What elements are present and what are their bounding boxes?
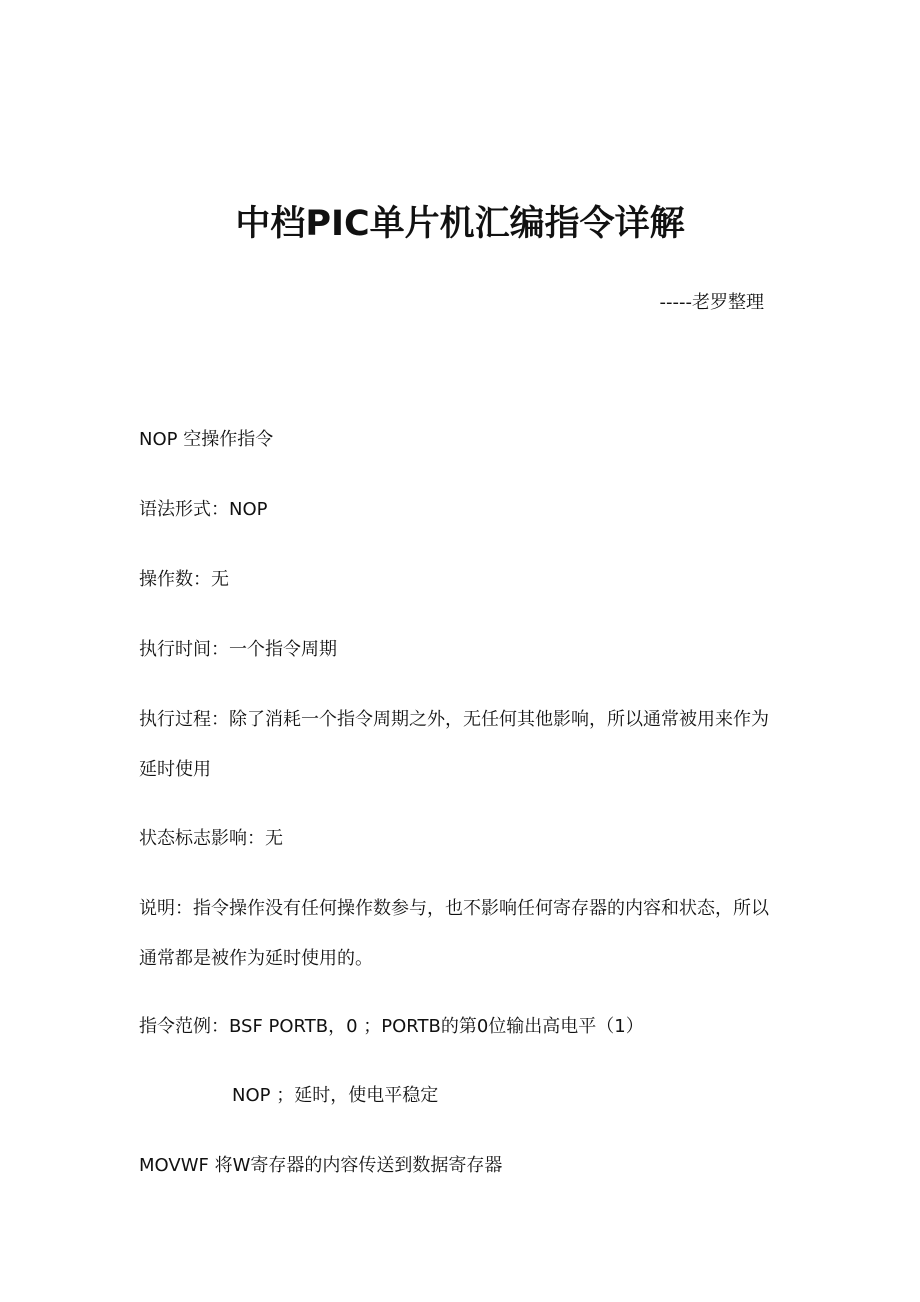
execution-process-line: 执行过程：除了消耗一个指令周期之外，无任何其他影响，所以通常被用来作为 (139, 709, 769, 730)
status-flags-line: 状态标志影响：无 (139, 828, 283, 849)
instruction-heading-nop: NOP 空操作指令 (139, 429, 274, 450)
syntax-line: 语法形式：NOP (139, 499, 268, 520)
example-line-continued: NOP ；延时，使电平稳定 (232, 1085, 439, 1106)
execution-process-line-continued: 延时使用 (139, 759, 211, 780)
description-line: 说明：指令操作没有任何操作数参与，也不影响任何寄存器的内容和状态，所以 (139, 898, 769, 919)
document-title: 中档PIC单片机汇编指令详解 (235, 204, 685, 244)
instruction-heading-movwf: MOVWF 将W寄存器的内容传送到数据寄存器 (139, 1155, 503, 1176)
execution-time-line: 执行时间：一个指令周期 (139, 639, 337, 660)
description-line-continued: 通常都是被作为延时使用的。 (139, 948, 373, 969)
example-line: 指令范例：BSF PORTB，0 ；PORTB的第0位输出高电平（1） (139, 1016, 644, 1037)
operand-line: 操作数：无 (139, 569, 229, 590)
document-author: -----老罗整理 (659, 292, 764, 313)
